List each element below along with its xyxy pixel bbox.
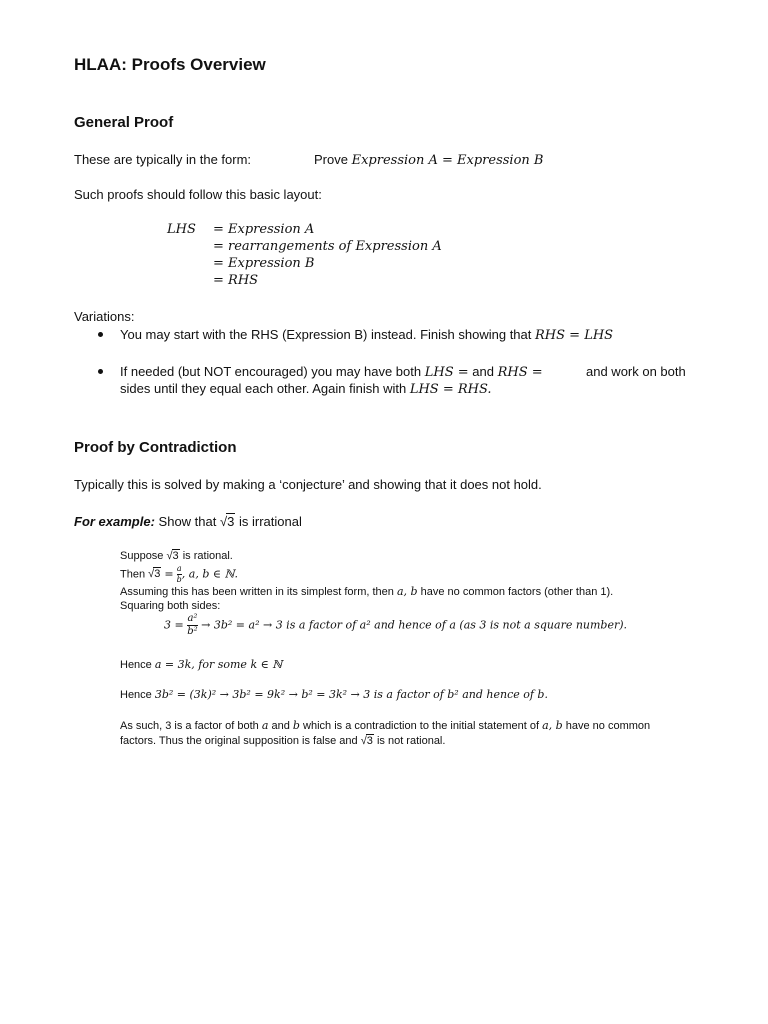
fraction-denominator: b² [187, 626, 198, 637]
squared-equation [164, 614, 627, 637]
contradiction-intro: Typically this is solved by making a ‘conjecture’ and showing that it does not hold. [74, 477, 542, 492]
hence-line-1 [120, 658, 282, 671]
conclusion-line-2-pre: factors. Thus the original supposition is false and [120, 735, 358, 747]
assume-post: have no common factors (other than 1). [420, 586, 614, 598]
hence-2-word: Hence [120, 689, 152, 701]
bullet-icon [98, 332, 103, 337]
conclusion-radicand: 3 [366, 735, 373, 747]
conclusion-ab: a, b [542, 719, 563, 732]
variation-2-part-2: and work on both [586, 364, 686, 379]
then-post: , a, b ∈ ℕ. [181, 567, 239, 581]
variation-2-line-1 [120, 364, 543, 380]
variation-1-text: You may start with the RHS (Expression B) instead. Finish showing that [120, 327, 532, 342]
suppose-radicand: 3 [172, 550, 179, 562]
conclusion-line-2-post: is not rational. [376, 735, 446, 747]
fraction-numerator: a [176, 564, 182, 573]
variation-1 [120, 327, 613, 343]
conclusion-line-2 [120, 735, 445, 747]
example-text-pre: Show that [158, 514, 217, 529]
variations-label: Variations: [74, 309, 135, 324]
sqrt-symbol: √3 [220, 514, 235, 529]
hence-2-math: 3b² = (3k)² → 3b² = 9k² → b² = 3k² → 3 is a factor of b² and hence of b. [154, 688, 548, 701]
variation-1-math: RHS = LHS [535, 328, 614, 343]
bullet-icon [98, 369, 103, 374]
example-radicand: 3 [227, 514, 235, 529]
variation-2-line-2 [120, 381, 492, 397]
variation-2-math-3: LHS = RHS. [409, 382, 492, 397]
layout-lhs: LHS [167, 222, 196, 237]
example-line [74, 514, 302, 529]
sqrt-symbol: √3 [148, 568, 161, 581]
sq-pre: 3 = [164, 618, 184, 632]
conclusion-b: b [292, 719, 300, 732]
fraction-numerator: a² [187, 613, 198, 624]
prove-expression: Expression A = Expression B [351, 153, 544, 168]
fraction-a2-over-b2 [187, 614, 197, 637]
layout-line-1: = Expression A [213, 222, 315, 237]
prove-word: Prove [314, 152, 348, 167]
conclusion-and: and [271, 720, 290, 732]
hence-1-math: a = 3k, for some k ∈ ℕ [154, 658, 283, 671]
hence-line-2 [120, 688, 548, 701]
assume-pre: Assuming this has been written in its simplest form, then [120, 586, 394, 598]
section-heading-general-proof: General Proof [74, 114, 174, 131]
then-eq: = [164, 567, 174, 581]
sqrt-symbol: √3 [360, 735, 373, 747]
conclusion-a: a [261, 719, 269, 732]
example-text-post: is irrational [239, 514, 302, 529]
conclusion-line-1-mid: which is a contradiction to the initial statement of [303, 720, 540, 732]
variation-2-part-1: If needed (but NOT encouraged) you may have both [120, 364, 422, 379]
sq-post: → 3b² = a² → 3 is a factor of a² and hence of a (as 3 is not a square number). [201, 618, 628, 632]
conclusion-line-1-pre: As such, 3 is a factor of both [120, 720, 259, 732]
sqrt-symbol: √3 [166, 550, 179, 562]
layout-line-4: = RHS [213, 273, 259, 288]
prove-statement [314, 152, 543, 168]
suppose-post: is rational. [182, 550, 233, 562]
squaring-line: Squaring both sides: [120, 600, 221, 612]
conclusion-line-1-post: have no common [565, 720, 651, 732]
hence-1-word: Hence [120, 659, 152, 671]
suppose-pre: Suppose [120, 550, 164, 562]
form-text: These are typically in the form: [74, 152, 252, 167]
assume-math: a, b [396, 585, 418, 598]
variation-2-math-1: LHS = [424, 365, 469, 380]
section-heading-contradiction: Proof by Contradiction [74, 439, 237, 456]
fraction-denominator: b [176, 575, 182, 584]
suppose-line [120, 550, 233, 562]
then-radicand: 3 [154, 568, 161, 581]
page-title: HLAA: Proofs Overview [74, 55, 266, 74]
variation-2-and: and [472, 364, 494, 379]
variation-2-line-2-text: sides until they equal each other. Again finish with [120, 381, 407, 396]
layout-line-3: = Expression B [213, 256, 315, 271]
conclusion-line-1 [120, 719, 650, 732]
example-label: For example: [74, 514, 155, 529]
then-word: Then [120, 568, 146, 581]
variation-2-math-2: RHS = [497, 365, 543, 380]
then-line [120, 565, 238, 584]
layout-text: Such proofs should follow this basic layout: [74, 187, 322, 202]
assume-line [120, 585, 613, 598]
layout-line-2: = rearrangements of Expression A [213, 239, 442, 254]
